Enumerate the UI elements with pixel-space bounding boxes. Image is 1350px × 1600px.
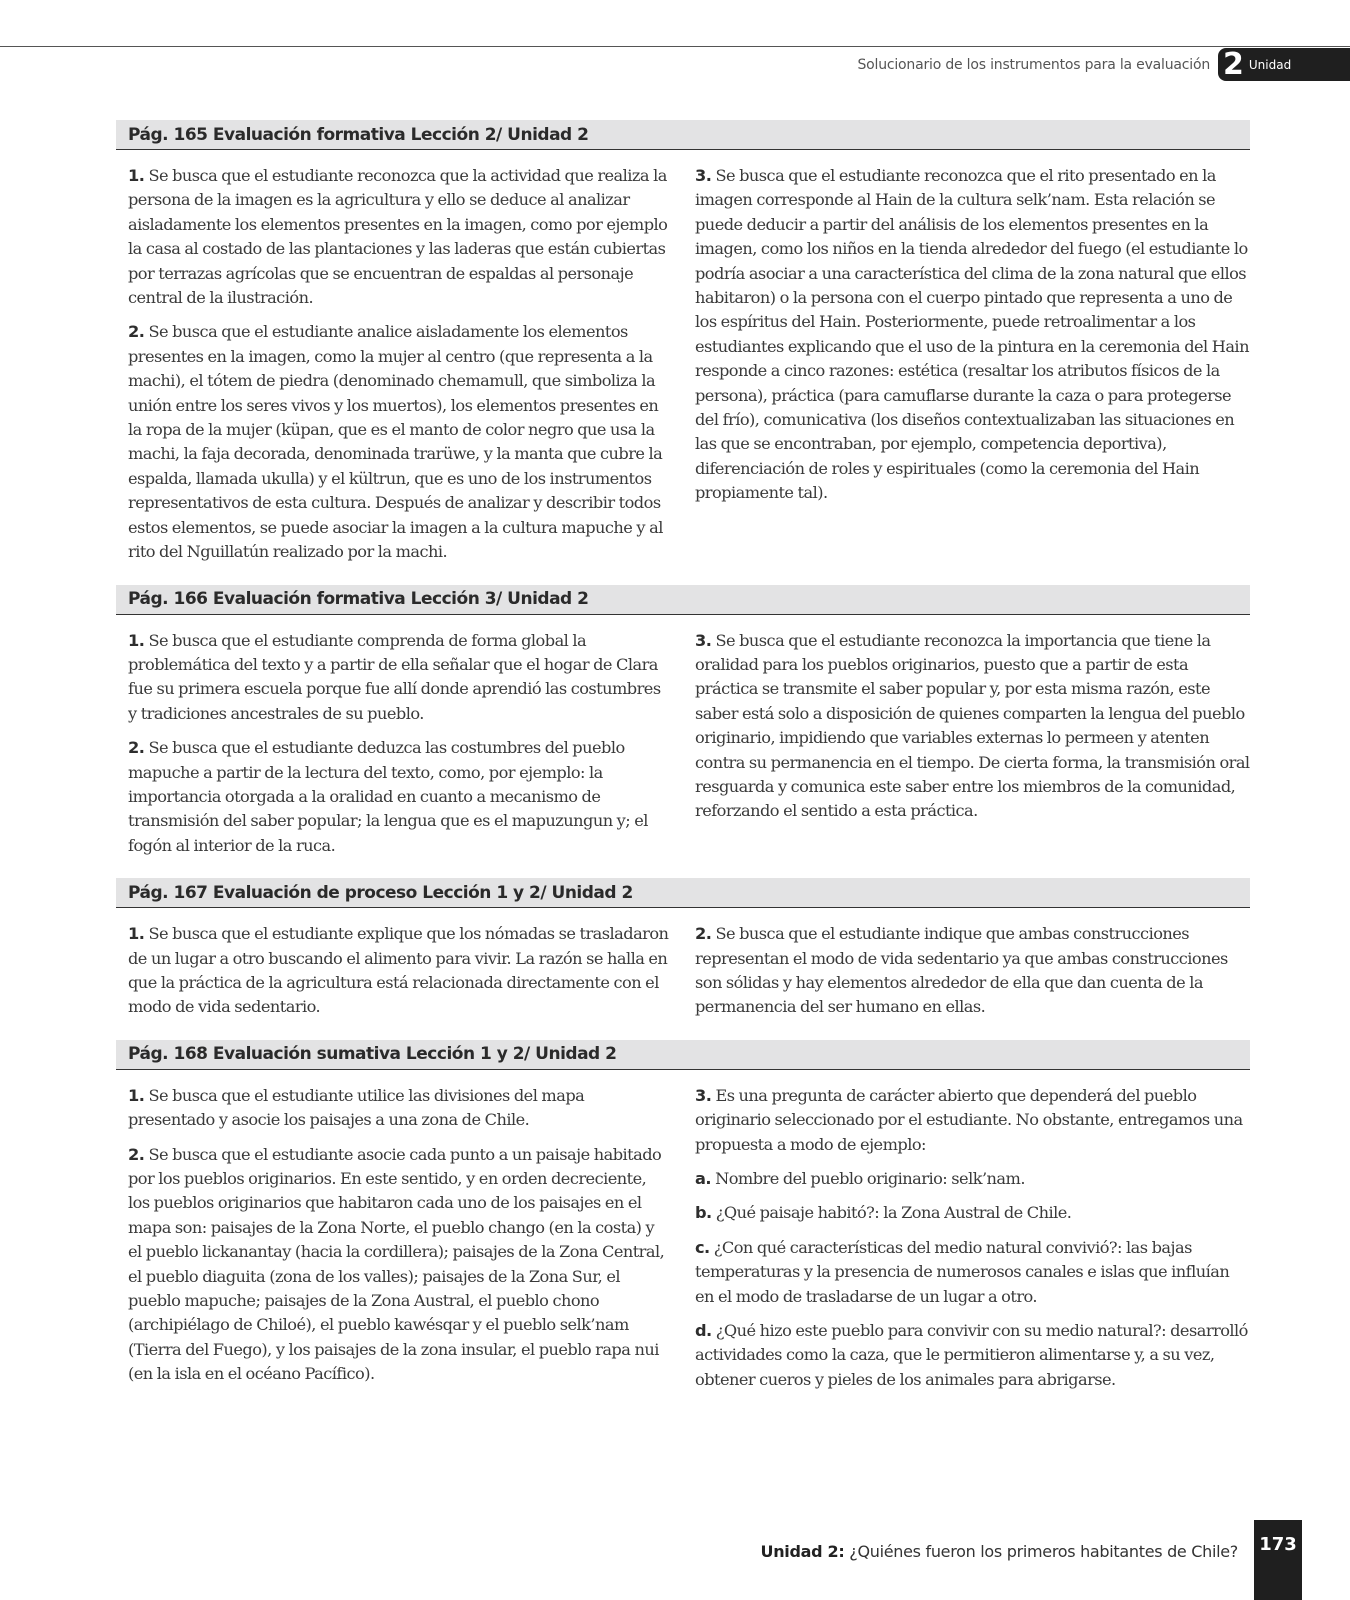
section-pag-166 [116,585,1250,859]
item-number: 3. [695,166,712,185]
answer-subitem [695,1167,1250,1191]
answer-item [128,164,669,310]
item-number: 3. [695,630,712,650]
answer-item [695,1084,1250,1157]
item-number: 1. [128,166,145,185]
right-column [695,164,1250,565]
answer-subitem [695,1201,1250,1225]
left-column [128,629,669,859]
unit-word: Unidad [1248,57,1292,72]
item-text: ¿Qué paisaje habitó?: la Zona Austral de Chile. [715,1203,1072,1223]
item-letter: b. [695,1203,712,1223]
page-footer [761,1520,1303,1600]
item-text: ¿Qué hizo este pueblo para convivir con su medio natural?: desarrolló actividades como la caza, que le permitieron alimentarse y, a su vez, obtener cueros y pieles de los animales para abrigarse. [695,1321,1248,1389]
right-column [695,1084,1250,1392]
footer-unit-label: Unidad 2: [760,1542,845,1561]
item-text: Se busca que el estudiante explique que los nómadas se trasladaron de un lugar a otro buscando el alimento para vivir. La razón se halla en que la práctica de la agricultura está relacionada directamente con el modo de vida sedentario. [128,924,669,1017]
answer-subitem [695,1319,1250,1392]
item-text: Se busca que el estudiante asocie cada punto a un paisaje habitado por los pueblos originarios. En este sentido, y en orden decreciente, los pueblos originarios que habitaron cada uno de los paisajes en el mapa son: paisajes de la Zona Norte, el pueblo chango (en la costa) y el pueblo lickanantay (hacia la cordillera); paisajes de la Zona Central, el pueblo diaguita (zona de los valles); paisajes de la Zona Sur, el pueblo mapuche; paisajes de la Zona Austral, el pueblo chono (archipiélago de Chiloé), el pueblo kawésqar y el pueblo selk’nam (Tierra del Fuego), y los paisajes de la zona insular, el pueblo rapa nui (en la isla en el océano Pacífico). [128,1144,665,1384]
answer-item [128,736,669,858]
answer-item [695,922,1250,1020]
left-column [128,164,669,565]
item-text: Se busca que el estudiante reconozca la importancia que tiene la oralidad para los pueblos originarios, puesto que a partir de esta práctica se transmite el saber popular y, por esta misma razón, este saber está solo a disposición de quienes comparten la lengua del pueblo originario, impidiendo que variables externas lo permeen y atenten contra su permanencia en el tiempo. De cierta forma, la transmisión oral resguarda y comunica este saber entre los miembros de la comunidad, reforzando el sentido a esta práctica. [695,630,1250,821]
left-column [128,922,669,1020]
top-rule [0,46,1350,47]
answer-item [128,320,669,564]
answer-item [695,164,1250,506]
item-text: ¿Con qué características del medio natural convivió?: las bajas temperaturas y la presencia de numerosos canales e islas que influían en el modo de trasladarse de un lugar a otro. [695,1237,1230,1306]
section-heading: Pág. 165 Evaluación formativa Lección 2/ Unidad 2 [116,120,1250,150]
item-letter: a. [695,1169,711,1188]
answer-subitem [695,1236,1250,1309]
item-text: Se busca que el estudiante reconozca que la actividad que realiza la persona de la imagen es la agricultura y ello se deduce al analizar aisladamente los elementos presentes en la imagen, como por ejemplo la casa al costado de las plantaciones y las laderas que están cubiertas por terrazas agrícolas que se encuentran de espaldas al personaje central de la ilustración. [128,166,668,308]
item-number: 2. [695,924,712,944]
item-text: Se busca que el estudiante utilice las divisiones del mapa presentado y asocie los paisajes a una zona de Chile. [128,1085,585,1130]
footer-unit-title: ¿Quiénes fueron los primeros habitantes de Chile? [849,1542,1238,1561]
item-text: Es una pregunta de carácter abierto que dependerá del pueblo originario seleccionado por el estudiante. No obstante, entregamos una propuesta a modo de ejemplo: [695,1085,1243,1154]
item-number: 1. [128,1085,145,1105]
item-number: 2. [128,738,145,758]
answer-sections [116,120,1250,1412]
item-text: Se busca que el estudiante analice aisladamente los elementos presentes en la imagen, como la mujer al centro (que representa a la machi), el tótem de piedra (denominado chemamull, que simboliza la unión entre los seres vivos y los muertos), los elementos presentes en la ropa de la mujer (küpan, que es el manto de color negro que usa la machi, la faja decorada, denominada trarüwe, y la manta que cubre la espalda, llamada ukulla) y el kültrun, que es uno de los instrumentos representativos de esta cultura. Después de analizar y describir todos estos elementos, se puede asociar la imagen a la cultura mapuche y al rito del Nguillatún realizado por la machi. [128,322,663,562]
section-heading: Pág. 167 Evaluación de proceso Lección 1 y 2/ Unidad 2 [116,878,1250,908]
item-text: Nombre del pueblo originario: selk’nam. [715,1169,1025,1188]
item-number: 1. [128,924,145,944]
item-number: 1. [128,630,145,650]
item-text: Se busca que el estudiante comprenda de forma global la problemática del texto y a partir de ella señalar que el hogar de Clara fue su primera escuela porque fue allí donde aprendió las costumbres y tradiciones ancestrales de su pueblo. [128,630,661,723]
item-number: 2. [128,322,145,342]
page-number: 173 [1254,1520,1302,1600]
item-letter: d. [695,1321,712,1341]
section-pag-167 [116,878,1250,1020]
section-heading: Pág. 168 Evaluación sumativa Lección 1 y 2/ Unidad 2 [116,1040,1250,1070]
section-heading: Pág. 166 Evaluación formativa Lección 3/ Unidad 2 [116,585,1250,615]
unit-number: 2 [1223,47,1244,82]
item-number: 3. [695,1085,712,1105]
header-title: Solucionario de los instrumentos para la evaluación [857,56,1210,73]
page-header [857,48,1350,81]
answer-item [128,1084,669,1133]
item-letter: c. [695,1237,710,1257]
item-text: Se busca que el estudiante reconozca que el rito presentado en la imagen corresponde al Hain de la cultura selk’nam. Esta relación se puede deducir a partir del análisis de los elementos presentes en la imagen, como los niños en la tienda alrededor del fuego (el estudiante lo podría asociar a una característica del clima de la zona natural que ellos habitaron) o la persona con el cuerpo pintado que representa a uno de los espíritus del Hain. Posteriormente, puede retroalimentar a los estudiantes explicando que el uso de la pintura en la ceremonia del Hain responde a cinco razones: estética (resaltar los atributos físicos de la persona), práctica (para camuflarse durante la caza o para protegerse del frío), comunicativa (los diseños contextualizaban las situaciones en las que se encontraban, por ejemplo, competencia deportiva), diferenciación de roles y espirituales (como la ceremonia del Hain propiamente tal). [695,166,1249,503]
answer-item [128,1143,669,1387]
item-text: Se busca que el estudiante deduzca las costumbres del pueblo mapuche a partir de la lectura del texto, como, por ejemplo: la importancia otorgada a la oralidad en cuanto a mecanismo de transmisión del saber popular; la lengua que es el mapuzungun y; el fogón al interior de la ruca. [128,738,648,855]
answer-item [128,629,669,727]
section-pag-168 [116,1040,1250,1392]
section-pag-165 [116,120,1250,565]
item-text: Se busca que el estudiante indique que ambas construcciones representan el modo de vida sedentario ya que ambas construcciones son sólidas y hay elementos alrededor de ella que dan cuenta de la permanencia del ser humano en ellas. [695,924,1228,1017]
answer-item [128,922,669,1020]
left-column [128,1084,669,1392]
answer-item [695,629,1250,824]
right-column [695,629,1250,859]
right-column [695,922,1250,1020]
item-number: 2. [128,1144,145,1164]
footer-caption [761,1542,1239,1561]
unit-tab [1218,48,1350,81]
